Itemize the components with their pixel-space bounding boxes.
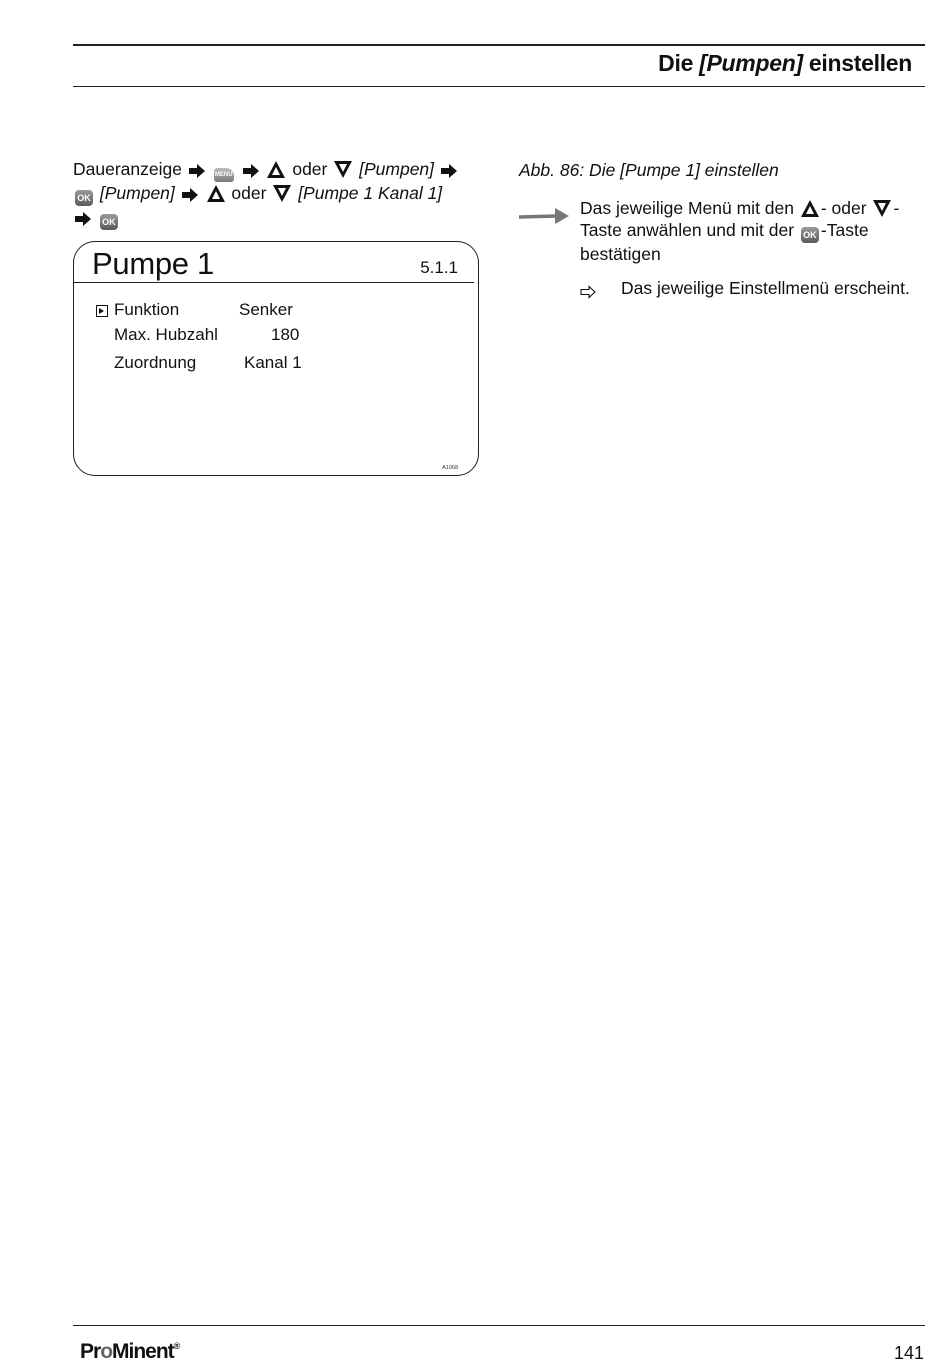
down-key-icon — [334, 161, 352, 178]
result-text: Das jeweilige Einstellmenü erscheint. — [621, 278, 910, 298]
up-key-icon — [207, 185, 225, 202]
navigation-path: Daueranzeige MENU oder [Pumpen] OK [Pumpen] oder [Pumpe 1 Kanal 1] OK — [73, 158, 483, 230]
header-top-rule — [73, 44, 925, 46]
display-row-label: Funktion — [114, 300, 180, 319]
nav-text-daueranzeige: Daueranzeige — [73, 159, 182, 179]
display-menu-number: 5.1.1 — [420, 258, 458, 277]
page-header-title: Die [Pumpen] einstellen — [658, 50, 912, 76]
arrow-right-icon — [182, 188, 198, 202]
footer-rule — [73, 1325, 925, 1326]
figure-caption: Abb. 86: Die [Pumpe 1] einstellen — [519, 160, 779, 180]
display-row-value: Kanal 1 — [244, 353, 302, 372]
ok-key-icon: OK — [100, 214, 118, 230]
up-key-icon — [801, 200, 819, 217]
result-arrow-icon — [580, 285, 596, 299]
page-number: 141 — [893, 1343, 924, 1363]
arrow-right-icon — [243, 164, 259, 178]
display-row-label: Max. Hubzahl — [114, 325, 218, 344]
display-title: Pumpe 1 — [92, 246, 214, 281]
display-row-value: 180 — [271, 325, 300, 344]
cursor-marker-icon — [96, 305, 108, 317]
up-key-icon — [267, 161, 285, 178]
step-instruction: Das jeweilige Menü mit den - oder - Taste anwählen und mit der OK -Taste bestätigen — [580, 198, 900, 264]
device-display — [73, 241, 479, 476]
down-key-icon — [273, 185, 291, 202]
image-id: A1068 — [442, 465, 458, 471]
display-row-label: Zuordnung — [114, 353, 197, 372]
ok-key-icon: OK — [801, 227, 819, 243]
arrow-right-icon — [441, 164, 457, 178]
prominent-logo: ProMinent® — [80, 1340, 180, 1363]
step-arrow-icon — [519, 207, 569, 225]
header-bottom-rule — [73, 86, 925, 87]
arrow-right-icon — [75, 212, 91, 226]
down-key-icon — [873, 200, 891, 217]
menu-key-icon: MENU — [214, 168, 234, 182]
arrow-right-icon — [189, 164, 205, 178]
display-row-value: Senker — [239, 300, 293, 319]
ok-key-icon: OK — [75, 190, 93, 206]
display-divider — [74, 282, 474, 283]
